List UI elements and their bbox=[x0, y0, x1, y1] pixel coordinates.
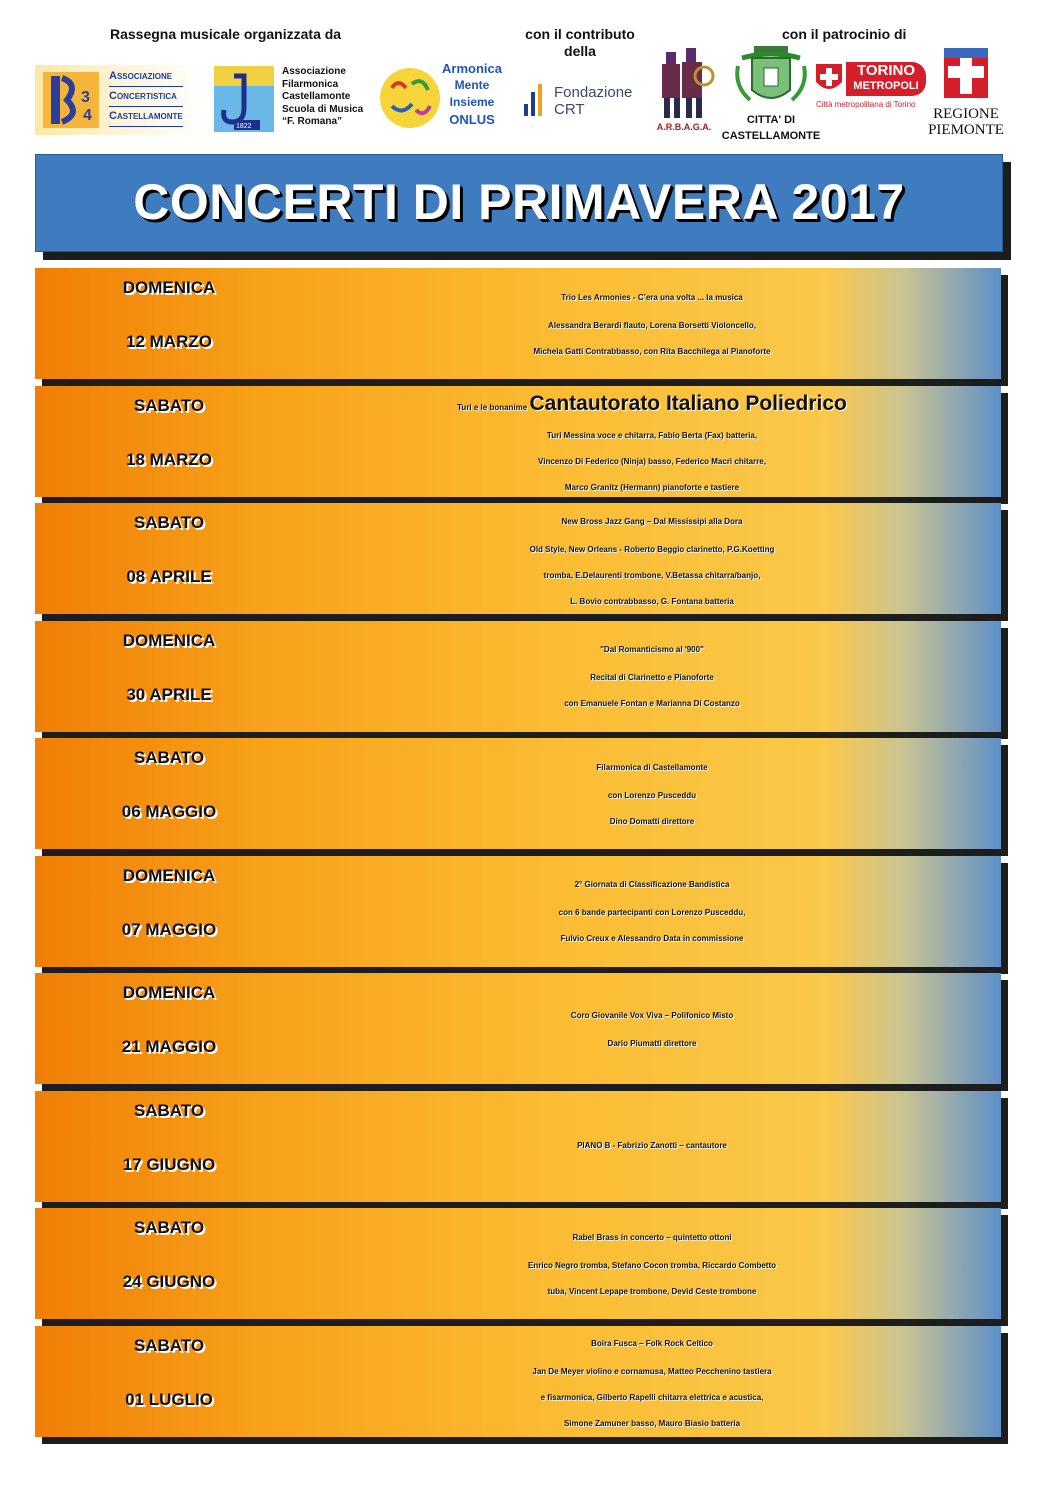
concert-row bbox=[35, 856, 1001, 967]
citta-logo bbox=[716, 46, 826, 146]
concert-performer-line: tromba, E.Delaurenti trombone, V.Betassa chitarra/banjo, bbox=[543, 570, 761, 580]
arbaga-label: A.R.B.A.G.A. bbox=[656, 122, 712, 132]
contribution-line: con il contributo bbox=[525, 26, 635, 42]
concert-row bbox=[35, 738, 1001, 849]
filarmonica-line: Scuola di Musica bbox=[282, 103, 364, 115]
piemonte-cross-icon bbox=[926, 46, 1006, 102]
concert-subtitle: Cantautorato Italiano Poliedrico bbox=[529, 392, 847, 415]
concert-performer-line: Old Style, New Orleans - Roberto Beggio clarinetto, P.G.Koetting bbox=[529, 544, 775, 554]
concert-row bbox=[35, 386, 1001, 497]
concert-performer-line: Vincenzo Di Federico (Ninja) basso, Federico Macrì chitarre, bbox=[538, 457, 766, 466]
concert-performer-line: Simone Zamuner basso, Mauro Biasio batteria bbox=[563, 1419, 741, 1428]
contribution-line: della bbox=[564, 43, 596, 59]
concert-title: "Dal Romanticismo al '900" bbox=[600, 645, 704, 654]
filarmonica-line: Castellamonte bbox=[282, 91, 351, 102]
concert-performer-line: Fulvio Creux e Alessandro Data in commissione bbox=[560, 934, 744, 943]
concert-row bbox=[35, 1208, 1001, 1319]
filarmonica-line: Filarmonica bbox=[282, 78, 339, 90]
concert-performer-line: Alessandra Berardi flauto, Lorena Borsetti Violoncello, bbox=[548, 320, 756, 330]
torino-crest-icon bbox=[814, 62, 844, 96]
concert-day: DOMENICA bbox=[122, 630, 216, 650]
arbaga-logo bbox=[652, 46, 716, 136]
concert-info bbox=[303, 1001, 1001, 1057]
concert-info bbox=[303, 507, 1001, 615]
concert-performer-line: Marco Granitz (Hermann) pianoforte e tastiere bbox=[564, 483, 740, 492]
concert-title: Rabel Brass in concerto – quintetto ottoni bbox=[572, 1232, 732, 1242]
armonica-line: Insieme bbox=[449, 95, 495, 109]
concert-date: 07 MAGGIO bbox=[121, 919, 217, 939]
concert-info bbox=[303, 389, 1001, 501]
torino-line: METROPOLI bbox=[853, 80, 919, 92]
concert-day: SABATO bbox=[133, 395, 205, 415]
contribution-label bbox=[500, 26, 660, 60]
filarmonica-year: 1822 bbox=[236, 123, 252, 130]
crt-logo bbox=[522, 84, 646, 120]
concert-row bbox=[35, 268, 1001, 379]
concert-title-line bbox=[303, 389, 1001, 423]
title-banner bbox=[35, 154, 1003, 252]
torino-line: TORINO bbox=[856, 62, 916, 79]
saxophone-icon bbox=[214, 66, 274, 132]
acc-logo bbox=[35, 65, 205, 135]
concert-title-line bbox=[303, 635, 1001, 665]
filarmonica-line: Associazione bbox=[282, 66, 346, 77]
armonica-line: ONLUS bbox=[449, 112, 495, 127]
concert-date: 06 MAGGIO bbox=[121, 802, 217, 821]
concert-performer-line: Turi Messina voce e chitarra, Fabio Berta (Fax) batteria, bbox=[546, 431, 758, 440]
concert-performer-line: con 6 bande partecipanti con Lorenzo Pusceddu, bbox=[558, 908, 746, 917]
concert-day: SABATO bbox=[133, 1100, 205, 1120]
concert-title: Trio Les Armonies - C’era una volta ... la musica bbox=[561, 292, 743, 302]
concert-title-line bbox=[303, 507, 1001, 537]
acc-logo-line: Castellamonte bbox=[109, 107, 183, 127]
music-clef-icon bbox=[39, 68, 103, 132]
concert-date: 12 MARZO bbox=[126, 332, 212, 351]
concert-title: Boira Fusca – Folk Rock Celtico bbox=[591, 1339, 713, 1348]
concert-day: DOMENICA bbox=[122, 865, 216, 885]
concert-row bbox=[35, 503, 1001, 614]
concert-performer-line: Dino Domatti direttore bbox=[609, 816, 695, 826]
concert-performer-line: Michela Gatti Contrabbasso, con Rita Bacchilega al Pianoforte bbox=[533, 346, 771, 356]
filarmonica-line: “F. Romana” bbox=[282, 116, 343, 127]
concert-info bbox=[303, 1223, 1001, 1305]
svg-text:3: 3 bbox=[81, 89, 90, 106]
concert-title: 2° Giornata di Classificazione Bandistica bbox=[574, 880, 730, 889]
concert-info bbox=[303, 635, 1001, 717]
concert-row bbox=[35, 1091, 1001, 1202]
page-title: CONCERTI DI PRIMAVERA 2017 bbox=[133, 174, 905, 230]
concert-row bbox=[35, 973, 1001, 1084]
concert-performer-line: con Emanuele Fontan e Marianna Di Costanzo bbox=[564, 699, 740, 708]
castle-crest-icon bbox=[716, 46, 826, 108]
concert-title-line bbox=[303, 870, 1001, 900]
concert-info bbox=[303, 870, 1001, 952]
concert-title-line bbox=[303, 1329, 1001, 1359]
concert-row bbox=[35, 1326, 1001, 1437]
crt-line: CRT bbox=[554, 101, 585, 118]
concert-date: 21 MAGGIO bbox=[121, 1037, 217, 1056]
acc-logo-line: Concertistica bbox=[109, 87, 183, 107]
concert-performer-line: e fisarmonica, Gilberto Rapelli chitarra elettrica e acustica, bbox=[540, 1393, 764, 1402]
concert-performer-line: Enrico Negro tromba, Stefano Cocon tromba, Riccardo Combetto bbox=[527, 1260, 777, 1270]
acc-logo-line: Associazione bbox=[109, 67, 183, 87]
concert-info bbox=[303, 283, 1001, 365]
marching-band-icon bbox=[652, 46, 716, 120]
citta-line: CITTA' DI bbox=[746, 114, 796, 126]
concert-title: Coro Giovanile Vox Viva – Polifonico Misto bbox=[570, 1010, 734, 1020]
concert-date: 17 GIUGNO bbox=[122, 1154, 216, 1174]
concert-day: SABATO bbox=[133, 513, 205, 532]
concert-info bbox=[303, 1329, 1001, 1437]
armonica-logo bbox=[378, 60, 513, 136]
concert-performer-line: Recital di Clarinetto e Pianoforte bbox=[590, 673, 714, 682]
crt-bars-icon bbox=[522, 84, 544, 118]
concert-performer-line: Jan De Meyer violino e cornamusa, Matteo Pecchenino tastiera bbox=[532, 1367, 772, 1376]
concert-performer-line: Dario Piumatti direttore bbox=[607, 1038, 697, 1048]
concert-day: SABATO bbox=[133, 1218, 205, 1237]
concert-day: DOMENICA bbox=[122, 278, 216, 297]
torino-logo bbox=[812, 58, 928, 114]
concert-title: New Bross Jazz Gang – Dal Mississipi alla Dora bbox=[561, 516, 743, 526]
concert-date: 24 GIUGNO bbox=[122, 1272, 216, 1291]
concert-title-line bbox=[303, 1001, 1001, 1031]
concert-day: SABATO bbox=[133, 1335, 205, 1355]
regione-logo bbox=[926, 46, 1006, 146]
torino-caption: Città metropolitana di Torino bbox=[816, 100, 916, 109]
filarmonica-logo bbox=[214, 66, 374, 132]
patronage-label: con il patrocinio di bbox=[782, 26, 907, 42]
concert-title-line bbox=[303, 1131, 1001, 1161]
concert-performer-line: con Lorenzo Pusceddu bbox=[607, 790, 696, 800]
concert-day: DOMENICA bbox=[122, 983, 216, 1002]
concert-date: 08 APRILE bbox=[126, 567, 212, 586]
armonica-circle-icon bbox=[378, 66, 442, 130]
regione-line: PIEMONTE bbox=[928, 122, 1004, 138]
concert-performer-line: L. Bovio contrabbasso, G. Fontana batteria bbox=[570, 596, 734, 606]
concert-title-line bbox=[303, 1223, 1001, 1253]
concert-row bbox=[35, 621, 1001, 732]
concert-title: Turi e le bonanime bbox=[457, 403, 528, 412]
concert-info bbox=[303, 1131, 1001, 1161]
organized-by-label: Rassegna musicale organizzata da bbox=[110, 26, 342, 42]
concert-date: 30 APRILE bbox=[126, 684, 212, 704]
armonica-line: Armonica bbox=[442, 61, 502, 76]
concert-title: Filarmonica di Castellamonte bbox=[596, 762, 708, 772]
svg-text:4: 4 bbox=[83, 107, 92, 124]
concert-performer-line: tuba, Vincent Lepape trombone, Devid Ceste trombone bbox=[547, 1286, 757, 1296]
concert-date: 01 LUGLIO bbox=[125, 1389, 213, 1409]
regione-line: REGIONE bbox=[933, 106, 999, 122]
armonica-line: Mente bbox=[454, 78, 490, 92]
concert-title-line bbox=[303, 753, 1001, 783]
concert-day: SABATO bbox=[133, 748, 205, 767]
crt-line: Fondazione bbox=[554, 84, 633, 101]
concert-info bbox=[303, 753, 1001, 835]
citta-line: CASTELLAMONTE bbox=[721, 130, 821, 142]
concert-title: PIANO B - Fabrizio Zanotti – cantautore bbox=[577, 1141, 727, 1150]
concert-title-line bbox=[303, 283, 1001, 313]
concert-date: 18 MARZO bbox=[126, 449, 212, 469]
